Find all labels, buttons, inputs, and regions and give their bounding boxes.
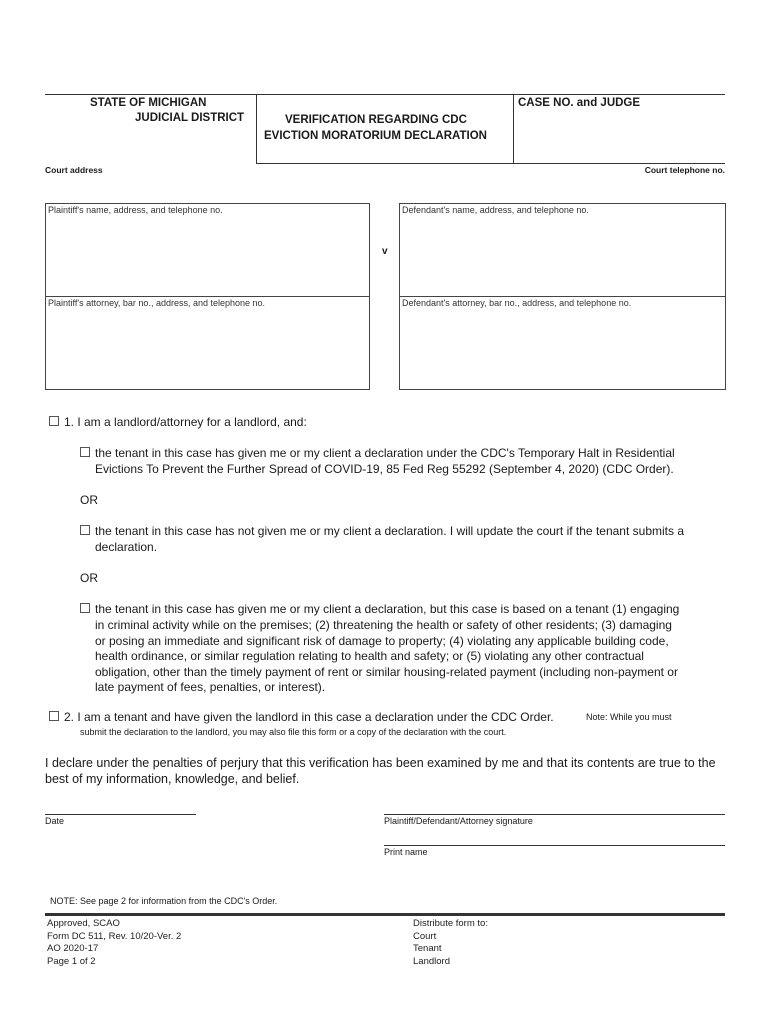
option-a-line1: the tenant in this case has given me or my client a declaration under the CDC's Temporary Halt in Residential bbox=[95, 446, 675, 460]
plaintiff-attorney-box[interactable] bbox=[45, 296, 370, 390]
signature-line[interactable] bbox=[384, 814, 725, 815]
print-name-line[interactable] bbox=[384, 845, 725, 846]
form-title-line1: VERIFICATION REGARDING CDC bbox=[285, 114, 467, 126]
option-c-line4: health ordinance, or similar regulation relating to health and safety; or (5) violating any other contractual bbox=[95, 649, 644, 663]
option-a-line2: Evictions To Prevent the Further Spread of COVID-19, 85 Fed Reg 55292 (September 4, 2020) (CDC Order). bbox=[95, 462, 674, 476]
defendant-attorney-label: Defendant's attorney, bar no., address, and telephone no. bbox=[402, 298, 632, 308]
item1-text: 1. I am a landlord/attorney for a landlord, and: bbox=[64, 415, 307, 429]
district-label: JUDICIAL DISTRICT bbox=[135, 112, 245, 124]
footer-left bbox=[47, 918, 181, 968]
or-label-2: OR bbox=[80, 571, 98, 585]
footer-note: NOTE: See page 2 for information from the CDC's Order. bbox=[50, 896, 278, 906]
approved-text: Approved, SCAO bbox=[47, 918, 120, 929]
signature-label: Plaintiff/Defendant/Attorney signature bbox=[384, 816, 533, 826]
form-number: Form DC 511, Rev. 10/20-Ver. 2 bbox=[47, 930, 182, 942]
form-title-line2: EVICTION MORATORIUM DECLARATION bbox=[264, 130, 487, 142]
defendant-label: Defendant's name, address, and telephone no. bbox=[402, 205, 589, 215]
court-telephone-label: Court telephone no. bbox=[644, 165, 725, 175]
distribute-landlord: Landlord bbox=[413, 955, 450, 967]
page-number: Page 1 of 2 bbox=[47, 955, 96, 967]
item2-note-label: Note: While you must bbox=[586, 712, 672, 722]
item1-checkbox[interactable] bbox=[49, 416, 59, 426]
versus-label: v bbox=[382, 246, 388, 257]
item2-checkbox[interactable] bbox=[49, 711, 59, 721]
option-b-checkbox[interactable] bbox=[80, 525, 90, 535]
distribute-tenant: Tenant bbox=[413, 943, 442, 954]
plaintiff-label: Plaintiff's name, address, and telephone no. bbox=[48, 205, 223, 215]
distribute-court: Court bbox=[413, 930, 437, 942]
state-label: STATE OF MICHIGAN bbox=[90, 97, 207, 109]
header-divider-right bbox=[513, 94, 514, 164]
plaintiff-attorney-label: Plaintiff's attorney, bar no., address, and telephone no. bbox=[48, 298, 266, 308]
case-no-field[interactable] bbox=[518, 112, 723, 162]
print-name-label: Print name bbox=[384, 847, 428, 857]
option-c-checkbox[interactable] bbox=[80, 603, 90, 613]
header-divider-left bbox=[256, 94, 257, 164]
ao-number: AO 2020-17 bbox=[47, 943, 99, 954]
date-line[interactable] bbox=[45, 814, 196, 815]
defendant-attorney-box[interactable] bbox=[399, 296, 726, 390]
case-no-label: CASE NO. and JUDGE bbox=[518, 97, 641, 109]
date-label: Date bbox=[45, 816, 65, 826]
item2-note-text: submit the declaration to the landlord, you may also file this form or a copy of the declaration with the court. bbox=[80, 727, 507, 737]
or-label-1: OR bbox=[80, 493, 98, 507]
option-c-line6: late payment of fees, penalties, or interest). bbox=[95, 680, 326, 694]
option-a-checkbox[interactable] bbox=[80, 447, 90, 457]
distribute-label: Distribute form to: bbox=[413, 918, 488, 929]
option-c-line2: in criminal activity while on the premises; (2) threatening the health or safety of other residents; (3) damaging bbox=[95, 618, 672, 632]
footer-distribution bbox=[413, 918, 488, 968]
declaration-line1: I declare under the penalties of perjury that this verification has been examined by me and that its contents are true to the bbox=[45, 756, 716, 770]
defendant-box[interactable] bbox=[399, 203, 726, 297]
plaintiff-box[interactable] bbox=[45, 203, 370, 297]
option-c-line1: the tenant in this case has given me or my client a declaration, but this case is based on a tenant (1) engaging bbox=[95, 602, 680, 616]
header-bottom-rule bbox=[256, 163, 725, 164]
option-c-line3: or posing an immediate and significant risk of damage to property; (4) violating any applicable building code, bbox=[95, 634, 669, 648]
court-address-label: Court address bbox=[45, 165, 103, 175]
header-top-rule bbox=[45, 94, 725, 95]
option-b-line2: declaration. bbox=[95, 540, 158, 554]
item2-text: 2. I am a tenant and have given the landlord in this case a declaration under the CDC Order. bbox=[64, 710, 554, 724]
option-b-line1: the tenant in this case has not given me or my client a declaration. I will update the court if the tenant submits a bbox=[95, 524, 684, 538]
declaration-line2: best of my information, knowledge, and belief. bbox=[45, 772, 300, 786]
footer-rule bbox=[45, 913, 725, 916]
option-c-line5: obligation, other than the timely payment of rent or similar housing-related payment (including non-payment or bbox=[95, 665, 678, 679]
